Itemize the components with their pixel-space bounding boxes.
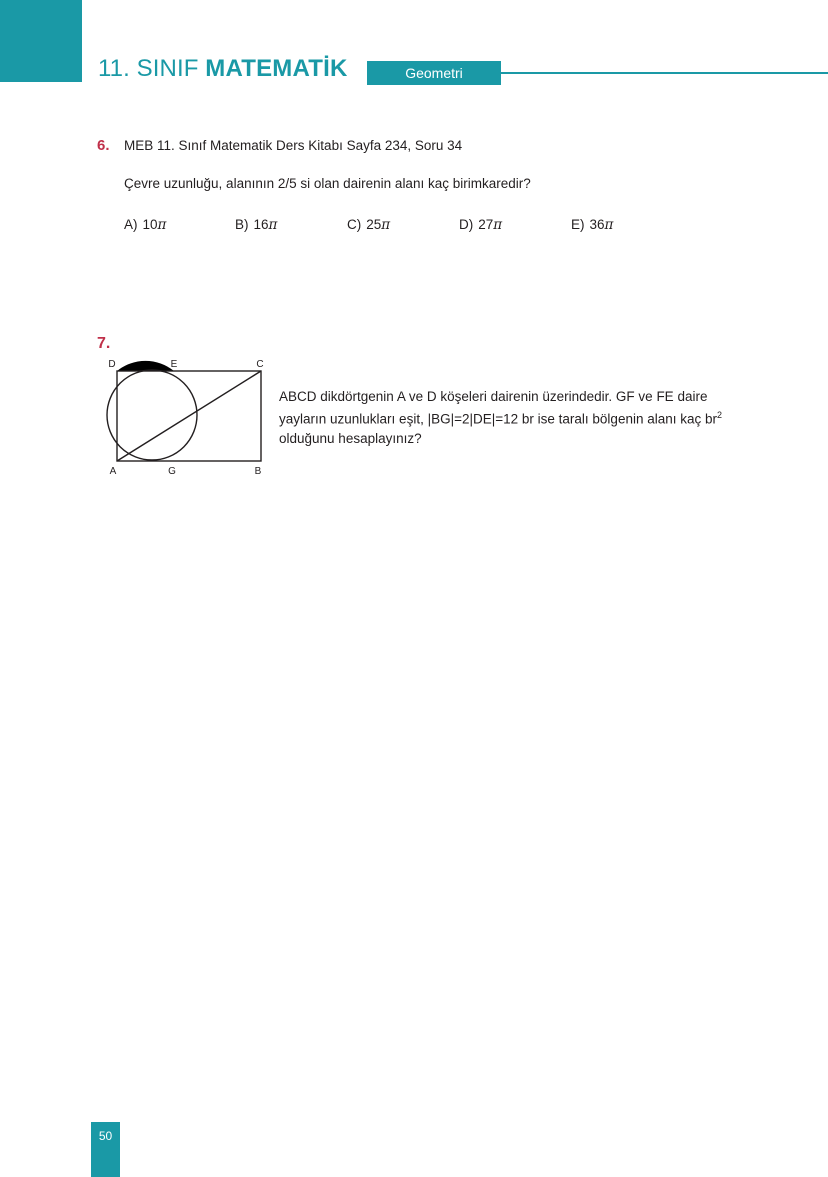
question-6-number: 6. <box>97 137 110 154</box>
option-d-value: 27 <box>478 217 494 232</box>
option-a-letter: A) <box>124 217 138 232</box>
subject-badge: Geometri <box>367 61 501 85</box>
page-header <box>0 0 828 95</box>
question-6-options <box>124 214 724 236</box>
label-c: C <box>256 359 264 370</box>
question-7-figure <box>95 358 280 478</box>
diagonal-ac <box>117 371 261 461</box>
page-title <box>98 54 348 84</box>
option-b-letter: B) <box>235 217 249 232</box>
label-d: D <box>108 359 116 370</box>
question-6-source: MEB 11. Sınıf Matematik Ders Kitabı Sayfa 234, Soru 34 <box>124 138 463 153</box>
question-7-prompt-text: ABCD dikdörtgenin A ve D köşeleri dairenin üzerindedir. GF ve FE daire yayların uzunlukları eşit, |BG|=2|DE|=12 br ise taralı bölgenin alanı kaç br <box>279 389 718 427</box>
label-b: B <box>254 466 262 477</box>
option-e-letter: E) <box>571 217 585 232</box>
question-6-prompt: Çevre uzunluğu, alanının 2/5 si olan dairenin alanı kaç birimkaredir? <box>124 176 531 191</box>
header-divider-line <box>501 72 828 74</box>
option-c-value: 25 <box>366 217 382 232</box>
header-subject-label: MATEMATİK <box>205 55 348 82</box>
shaded-segment <box>117 361 174 371</box>
option-d[interactable] <box>459 214 502 236</box>
question-7-number: 7. <box>97 335 111 352</box>
option-d-letter: D) <box>459 217 474 232</box>
question-7-prompt <box>279 387 757 448</box>
pi-symbol: π <box>157 217 167 233</box>
pi-symbol: π <box>493 217 503 233</box>
pi-symbol: π <box>381 217 391 233</box>
label-g: G <box>168 466 176 477</box>
label-e: E <box>170 359 178 370</box>
option-e[interactable] <box>571 214 613 236</box>
page-number: 50 <box>98 1129 113 1143</box>
option-e-value: 36 <box>589 217 605 232</box>
option-b[interactable] <box>235 214 277 236</box>
question-7-prompt-superscript: 2 <box>717 410 723 420</box>
geometry-diagram-svg <box>95 358 280 478</box>
header-grade-label: 11. SINIF <box>98 55 199 82</box>
label-a: A <box>109 466 117 477</box>
option-a-value: 10 <box>142 217 158 232</box>
option-c-letter: C) <box>347 217 362 232</box>
pi-symbol: π <box>268 217 278 233</box>
pi-symbol: π <box>604 217 614 233</box>
circle-shape <box>107 370 197 460</box>
question-7-prompt-text-tail: olduğunu hesaplayınız? <box>279 430 422 446</box>
option-a[interactable] <box>124 214 166 236</box>
option-c[interactable] <box>347 214 390 236</box>
option-b-value: 16 <box>253 217 269 232</box>
